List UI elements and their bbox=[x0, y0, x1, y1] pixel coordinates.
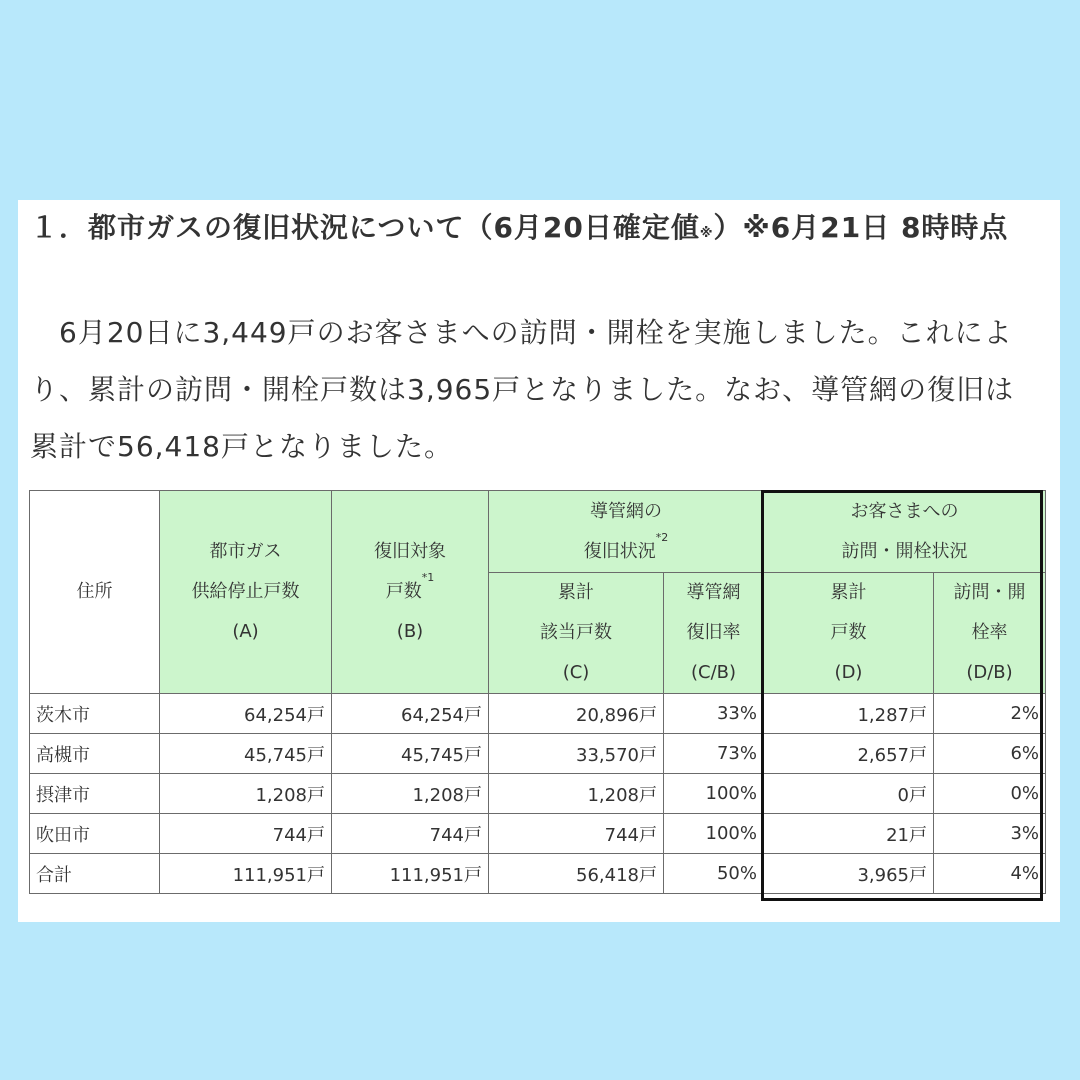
heading-tail: ）※6月21日 8時時点 bbox=[713, 211, 1009, 244]
visit-rate: 0% bbox=[934, 774, 1046, 814]
document-card bbox=[18, 200, 1060, 922]
note-2: *2 bbox=[655, 530, 669, 544]
section-heading bbox=[30, 200, 1050, 262]
heading-main: １．都市ガスの復旧状況について（6月20日確定値 bbox=[30, 211, 700, 244]
pipeline-rate: 33% bbox=[664, 694, 764, 734]
city-name: 合計 bbox=[30, 854, 160, 894]
pipeline-cumulative: 744戸 bbox=[489, 814, 664, 854]
restoration-table bbox=[29, 490, 1046, 894]
heading-mark: ※ bbox=[699, 226, 714, 241]
city-name: 摂津市 bbox=[30, 774, 160, 814]
pipeline-cumulative: 33,570戸 bbox=[489, 734, 664, 774]
city-name: 吹田市 bbox=[30, 814, 160, 854]
pipeline-rate: 73% bbox=[664, 734, 764, 774]
pipeline-rate: 50% bbox=[664, 854, 764, 894]
table-row bbox=[30, 814, 1046, 854]
visit-rate: 6% bbox=[934, 734, 1046, 774]
header-visit-cumulative: 累計 戸数 (D) bbox=[764, 573, 934, 694]
table-row bbox=[30, 734, 1046, 774]
visit-rate: 4% bbox=[934, 854, 1046, 894]
restore-target-count: 1,208戸 bbox=[332, 774, 489, 814]
visit-cumulative: 21戸 bbox=[764, 814, 934, 854]
note-1: *1 bbox=[421, 571, 435, 584]
supply-stop-count: 64,254戸 bbox=[160, 694, 332, 734]
restore-target-count: 45,745戸 bbox=[332, 734, 489, 774]
visit-rate: 2% bbox=[934, 694, 1046, 734]
pipeline-cumulative: 20,896戸 bbox=[489, 694, 664, 734]
table-row bbox=[30, 694, 1046, 734]
restore-target-count: 744戸 bbox=[332, 814, 489, 854]
visit-cumulative: 0戸 bbox=[764, 774, 934, 814]
visit-rate: 3% bbox=[934, 814, 1046, 854]
header-visit-rate: 訪問・開 栓率 (D/B) bbox=[934, 573, 1046, 694]
city-name: 高槻市 bbox=[30, 734, 160, 774]
city-name: 茨木市 bbox=[30, 694, 160, 734]
supply-stop-count: 45,745戸 bbox=[160, 734, 332, 774]
restore-target-count: 64,254戸 bbox=[332, 694, 489, 734]
table-row bbox=[30, 774, 1046, 814]
header-restore-target: 復旧対象 戸数$^{*1}$ (B) bbox=[332, 491, 489, 694]
header-visit-group: お客さまへの 訪問・開栓状況 bbox=[764, 491, 1046, 573]
restore-target-count: 111,951戸 bbox=[332, 854, 489, 894]
pipeline-rate: 100% bbox=[664, 774, 764, 814]
header-supply-stop: 都市ガス 供給停止戸数 (A) bbox=[160, 491, 332, 694]
header-pipeline-group: 導管網の 復旧状況$^{*2}$ bbox=[489, 491, 764, 573]
table-row-total bbox=[30, 854, 1046, 894]
header-pipeline-rate: 導管網 復旧率 (C/B) bbox=[664, 573, 764, 694]
visit-cumulative: 2,657戸 bbox=[764, 734, 934, 774]
status-paragraph: 6月20日に3,449戸のお客さまへの訪問・開栓を実施しました。これにより、累計の訪問・開栓戸数は3,965戸となりました。なお、導管網の復旧は累計で56,418戸となりました。 bbox=[30, 316, 1015, 463]
visit-cumulative: 3,965戸 bbox=[764, 854, 934, 894]
pipeline-rate: 100% bbox=[664, 814, 764, 854]
supply-stop-count: 1,208戸 bbox=[160, 774, 332, 814]
visit-cumulative: 1,287戸 bbox=[764, 694, 934, 734]
header-pipeline-cumulative: 累計 該当戸数 (C) bbox=[489, 573, 664, 694]
pipeline-cumulative: 56,418戸 bbox=[489, 854, 664, 894]
pipeline-cumulative: 1,208戸 bbox=[489, 774, 664, 814]
supply-stop-count: 744戸 bbox=[160, 814, 332, 854]
supply-stop-count: 111,951戸 bbox=[160, 854, 332, 894]
header-address: 住所 bbox=[30, 491, 160, 694]
